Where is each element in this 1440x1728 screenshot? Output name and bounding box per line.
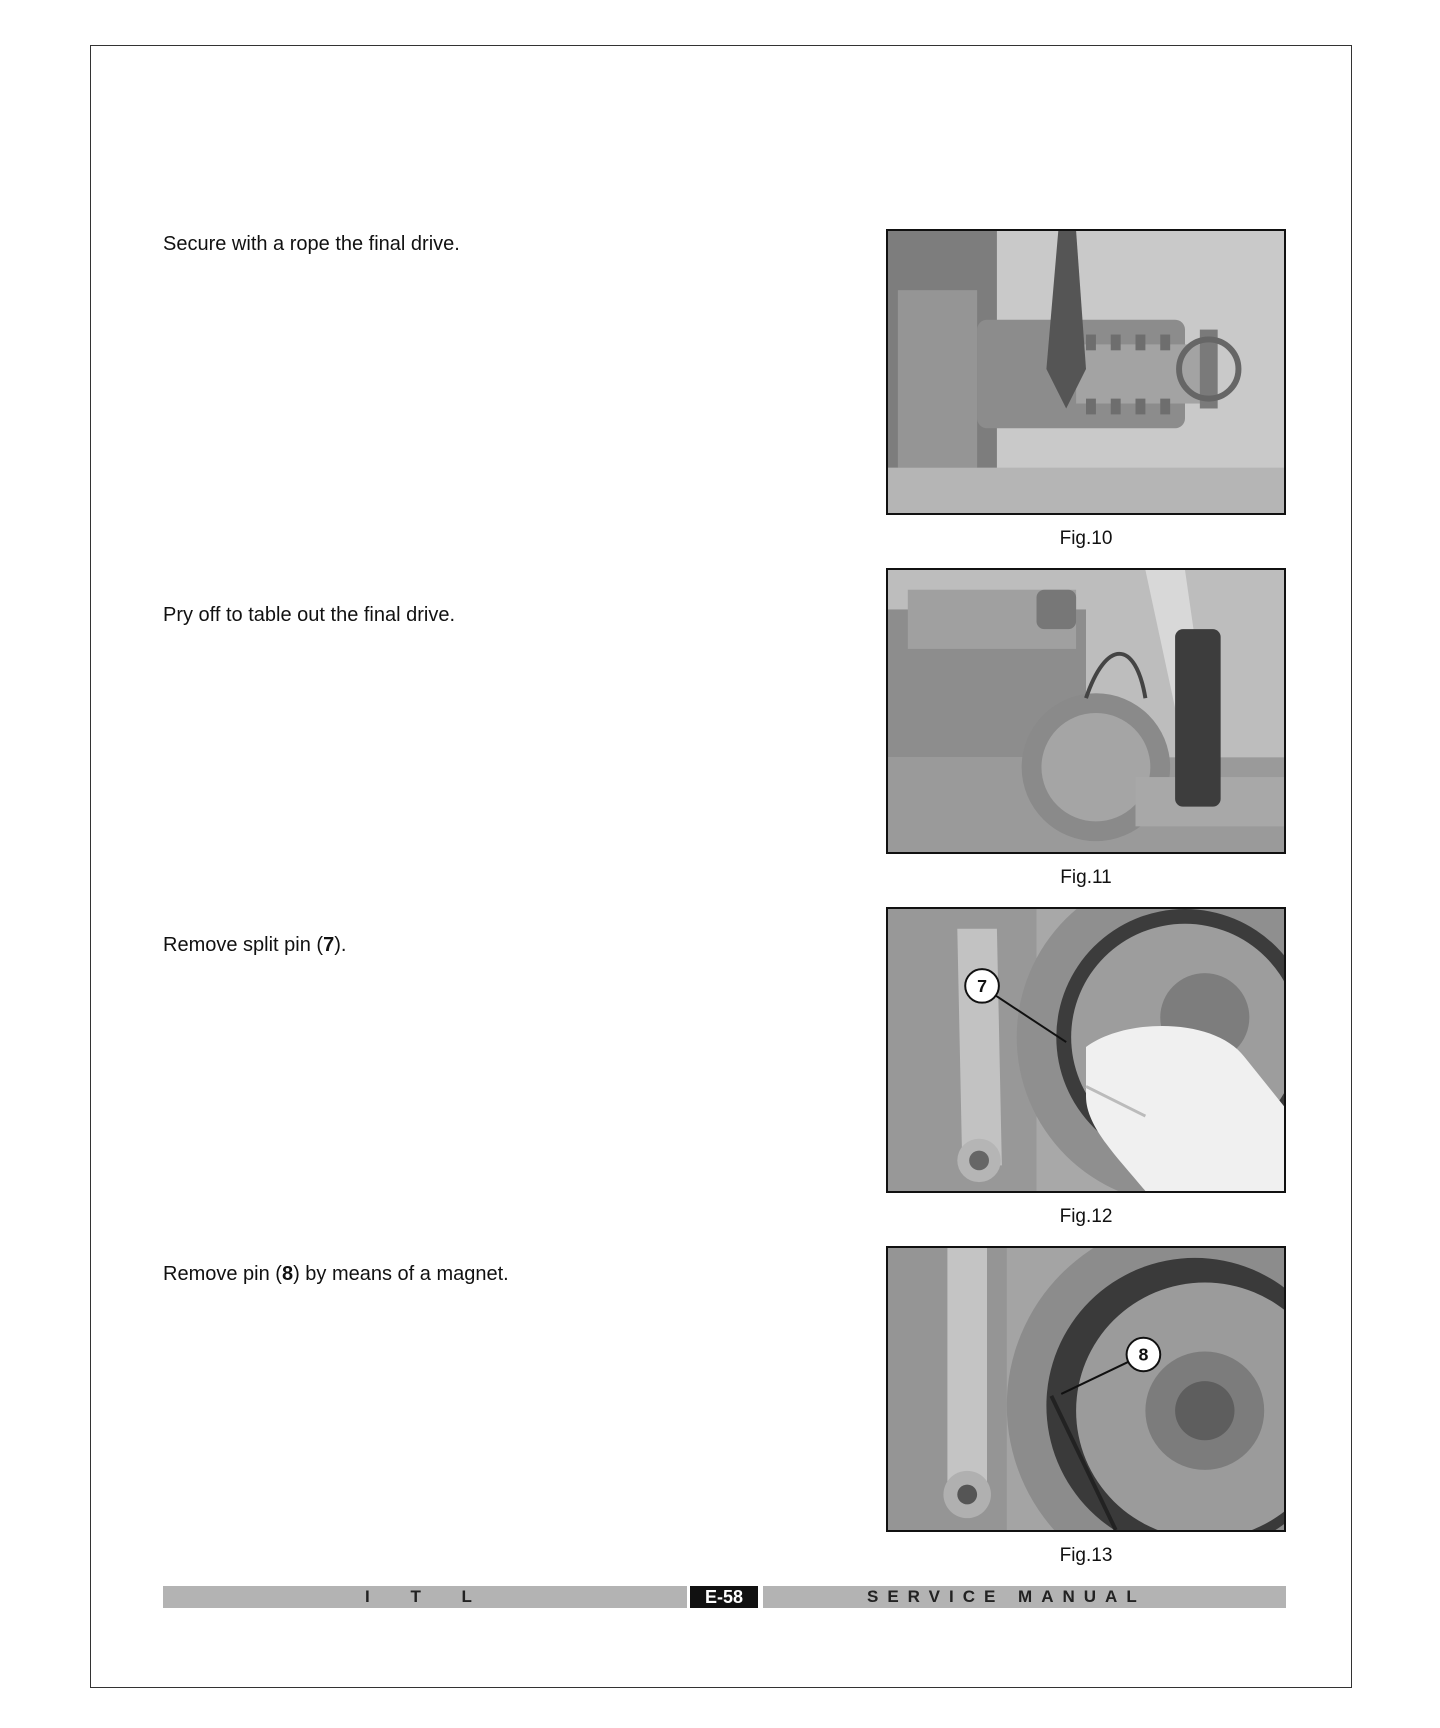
step-3-text-end: ).	[334, 934, 347, 956]
figure-11-photo	[886, 568, 1286, 854]
step-2-text: Pry off to table out the final drive.	[163, 604, 456, 626]
step-3-callout-ref: 7	[323, 934, 335, 956]
figure-12-photo	[886, 907, 1286, 1193]
step-text	[163, 603, 455, 627]
callout-7-label: 7	[977, 975, 988, 996]
step-4-callout-ref: 8	[281, 1263, 294, 1285]
step-1-text: Secure with a rope the final drive.	[163, 233, 460, 255]
callout-8-label: 8	[1138, 1344, 1149, 1365]
step-4-text: Remove pin (	[163, 1263, 282, 1285]
step-text	[163, 1262, 509, 1286]
footer-brand: I T L	[365, 1587, 490, 1606]
page-number: E-58	[690, 1586, 758, 1608]
figure-12-caption: Fig.12	[1059, 1206, 1113, 1227]
step-4-text-end: ) by means of a magnet.	[293, 1263, 509, 1285]
step-3-text: Remove split pin (	[163, 934, 324, 956]
step-text	[163, 232, 460, 256]
figure-10-photo	[886, 229, 1286, 515]
figure-13-photo	[886, 1246, 1286, 1532]
figure-11-caption: Fig.11	[1060, 867, 1112, 888]
step-text	[163, 933, 346, 957]
figure-10-caption: Fig.10	[1059, 528, 1113, 549]
footer-title: SERVICE MANUAL	[867, 1587, 1146, 1606]
figure-13-caption: Fig.13	[1059, 1545, 1113, 1566]
